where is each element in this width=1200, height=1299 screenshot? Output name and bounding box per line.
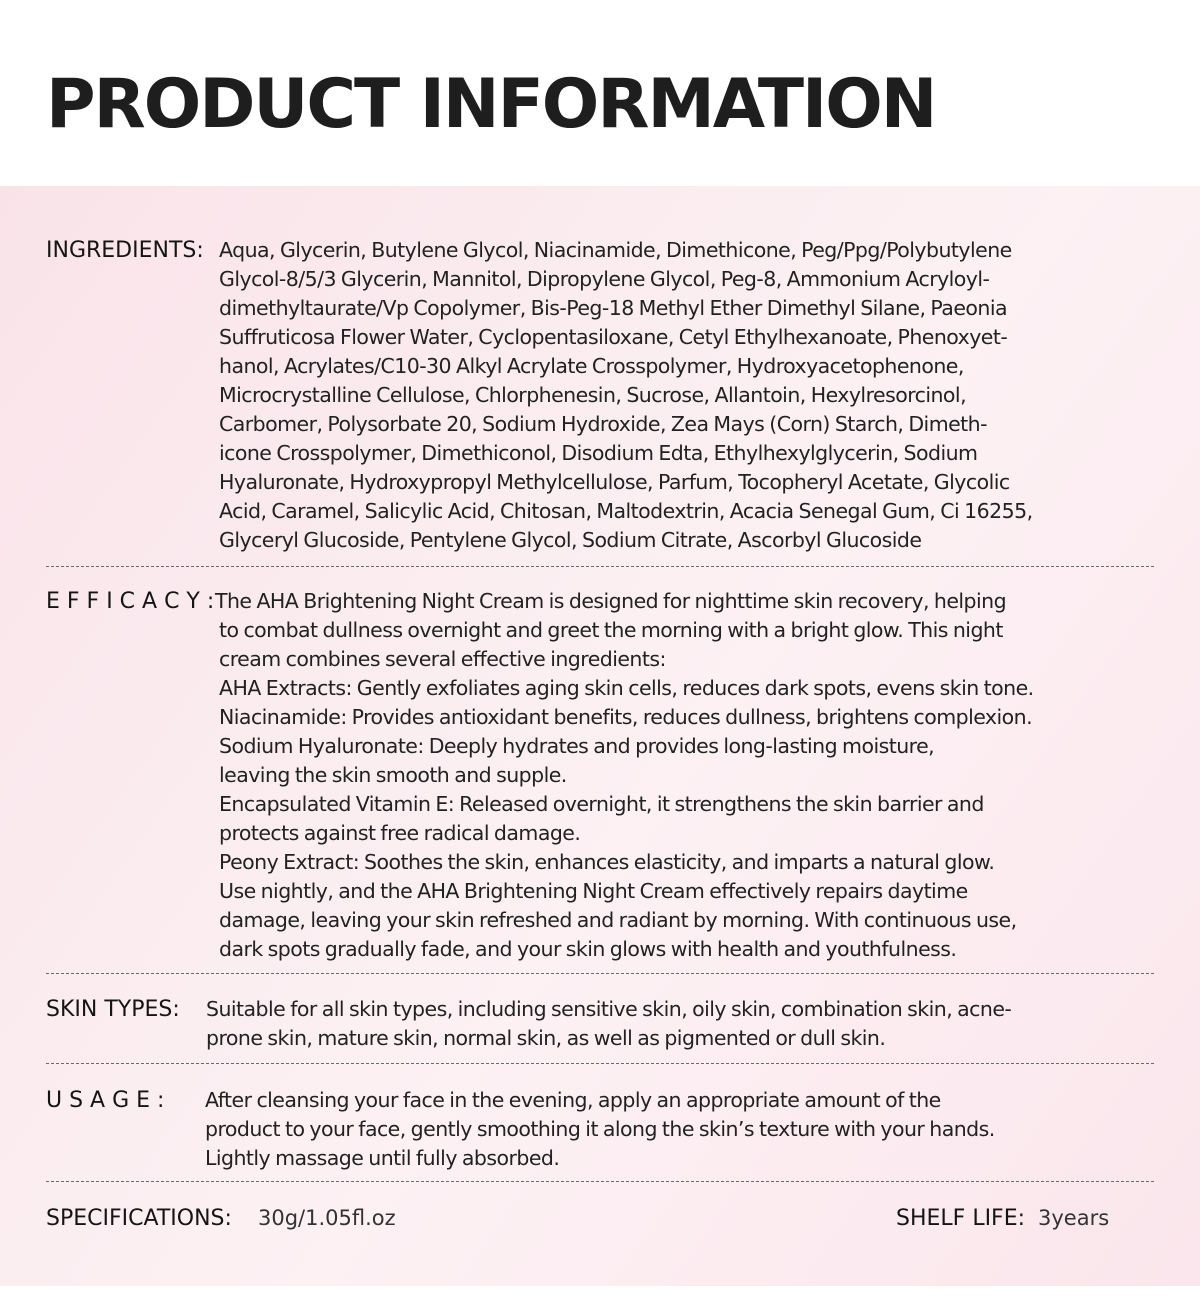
efficacy-line: AHA Extracts: Gently exfoliates aging skin cells, reduces dark spots, evens skin tone.	[219, 676, 1034, 700]
ingredients-line: Glycol-8/5/3 Glycerin, Mannitol, Dipropylene Glycol, Peg-8, Ammonium Acryloyl-	[219, 267, 990, 291]
efficacy-line: leaving the skin smooth and supple.	[219, 763, 567, 787]
page-title: PRODUCT INFORMATION	[46, 65, 936, 144]
usage-line: After cleansing your face in the evening, apply an appropriate amount of the	[205, 1088, 941, 1112]
usage-section	[46, 1086, 1154, 1176]
efficacy-line: damage, leaving your skin refreshed and radiant by morning. With continuous use,	[219, 908, 1017, 932]
efficacy-line: Encapsulated Vitamin E: Released overnight, it strengthens the skin barrier and	[219, 792, 984, 816]
efficacy-section	[46, 587, 1154, 967]
ingredients-line: Hyaluronate, Hydroxypropyl Methylcellulose, Parfum, Tocopheryl Acetate, Glycolic	[219, 470, 1010, 494]
skin-types-line: prone skin, mature skin, normal skin, as well as pigmented or dull skin.	[206, 1026, 886, 1050]
section-divider	[46, 1063, 1154, 1064]
skin-types-section	[46, 995, 1154, 1055]
usage-text	[205, 1086, 1155, 1173]
ingredients-line: Carbomer, Polysorbate 20, Sodium Hydroxide, Zea Mays (Corn) Starch, Dimeth-	[219, 412, 987, 436]
ingredients-line: Microcrystalline Cellulose, Chlorphenesin, Sucrose, Allantoin, Hexylresorcinol,	[219, 383, 967, 407]
efficacy-line: Niacinamide: Provides antioxidant benefits, reduces dullness, brightens complexion.	[219, 705, 1033, 729]
usage-label: U S A G E :	[46, 1088, 165, 1113]
skin-types-line: Suitable for all skin types, including sensitive skin, oily skin, combination skin, acne-	[206, 997, 1012, 1021]
efficacy-line: Sodium Hyaluronate: Deeply hydrates and provides long-lasting moisture,	[219, 734, 935, 758]
efficacy-line: protects against free radical damage.	[219, 821, 581, 845]
specifications-label: SPECIFICATIONS:	[46, 1206, 232, 1231]
ingredients-line: Glyceryl Glucoside, Pentylene Glycol, Sodium Citrate, Ascorbyl Glucoside	[219, 528, 922, 552]
header	[0, 0, 1200, 186]
ingredients-line: Aqua, Glycerin, Butylene Glycol, Niacinamide, Dimethicone, Peg/Ppg/Polybutylene	[219, 238, 1012, 262]
section-divider	[46, 566, 1154, 567]
ingredients-line: dimethyltaurate/Vp Copolymer, Bis-Peg-18 Methyl Ether Dimethyl Silane, Paeonia	[219, 296, 1007, 320]
skin-types-label: SKIN TYPES:	[46, 997, 180, 1022]
efficacy-label: E F F I C A C Y :	[46, 589, 215, 614]
efficacy-line: The AHA Brightening Night Cream is designed for nighttime skin recovery, helping	[215, 589, 1007, 613]
ingredients-line: icone Crosspolymer, Dimethiconol, Disodium Edta, Ethylhexylglycerin, Sodium	[219, 441, 978, 465]
efficacy-line: to combat dullness overnight and greet the morning with a bright glow. This night	[219, 618, 1003, 642]
efficacy-line: dark spots gradually fade, and your skin glows with health and youthfulness.	[219, 937, 957, 961]
usage-line: Lightly massage until fully absorbed.	[205, 1146, 560, 1170]
ingredients-section	[46, 236, 1154, 556]
section-divider	[46, 1181, 1154, 1182]
shelf-life-label: SHELF LIFE:	[896, 1206, 1026, 1231]
ingredients-text	[219, 236, 1159, 555]
specifications-value: 30g/1.05fl.oz	[258, 1206, 396, 1230]
ingredients-label: INGREDIENTS:	[46, 238, 204, 263]
efficacy-text	[215, 587, 1159, 616]
section-divider	[46, 973, 1154, 974]
efficacy-line: Peony Extract: Soothes the skin, enhances elasticity, and imparts a natural glow.	[219, 850, 995, 874]
ingredients-line: Acid, Caramel, Salicylic Acid, Chitosan, Maltodextrin, Acacia Senegal Gum, Ci 16255,	[219, 499, 1033, 523]
usage-line: product to your face, gently smoothing it along the skin’s texture with your hands.	[205, 1117, 995, 1141]
shelf-life-value: 3years	[1038, 1206, 1110, 1230]
efficacy-line: cream combines several effective ingredients:	[219, 647, 666, 671]
efficacy-text-continued	[219, 616, 1159, 964]
efficacy-line: Use nightly, and the AHA Brightening Night Cream effectively repairs daytime	[219, 879, 968, 903]
ingredients-line: Suffruticosa Flower Water, Cyclopentasiloxane, Cetyl Ethylhexanoate, Phenoxyet-	[219, 325, 1008, 349]
ingredients-line: hanol, Acrylates/C10-30 Alkyl Acrylate Crosspolymer, Hydroxyacetophenone,	[219, 354, 964, 378]
skin-types-text	[206, 995, 1156, 1053]
